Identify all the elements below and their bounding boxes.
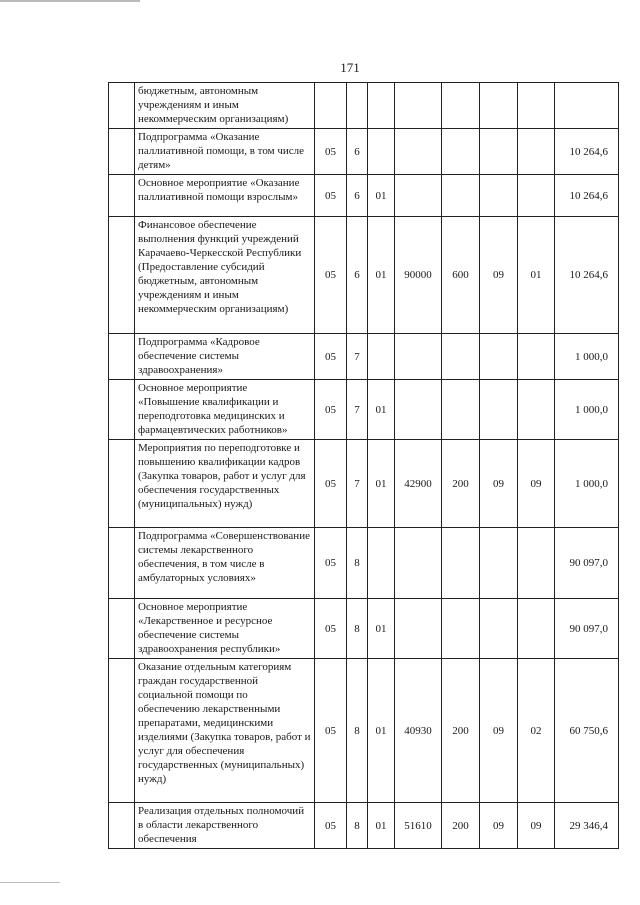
- row-index-cell: [109, 175, 135, 217]
- item-name-cell: Мероприятия по переподготовке и повышению квалификации кадров (Закупка товаров, работ и услуг для обеспечения государственных (муниципальных) нужд): [135, 440, 315, 528]
- subprogram-code-cell: 8: [347, 659, 368, 803]
- section-cell: [480, 528, 518, 599]
- item-name-cell: Подпрограмма «Оказание паллиативной помощи, в том числе детям»: [135, 129, 315, 175]
- activity-code-cell: [368, 83, 395, 129]
- item-name-cell: Финансовое обеспечение выполнения функций учреждений Карачаево-Черкесской Республики (Предоставление субсидий бюджетным, автономным учреждениям и иным некоммерческим организациям): [135, 217, 315, 334]
- expense-type-cell: [442, 175, 480, 217]
- direction-code-cell: 51610: [395, 803, 442, 849]
- activity-code-cell: 01: [368, 803, 395, 849]
- program-code-cell: 05: [315, 380, 347, 440]
- activity-code-cell: 01: [368, 599, 395, 659]
- subsection-cell: [518, 599, 555, 659]
- activity-code-cell: 01: [368, 217, 395, 334]
- program-code-cell: 05: [315, 599, 347, 659]
- amount-cell: 1 000,0: [555, 440, 619, 528]
- item-name-cell: Основное мероприятие «Лекарственное и ресурсное обеспечение системы здравоохранения республики»: [135, 599, 315, 659]
- subprogram-code-cell: 7: [347, 380, 368, 440]
- scan-edge-mark: [0, 882, 60, 883]
- direction-code-cell: [395, 334, 442, 380]
- amount-cell: 90 097,0: [555, 528, 619, 599]
- subprogram-code-cell: 8: [347, 599, 368, 659]
- table-row: [109, 528, 619, 599]
- amount-cell: 10 264,6: [555, 129, 619, 175]
- row-index-cell: [109, 380, 135, 440]
- section-cell: [480, 334, 518, 380]
- subprogram-code-cell: 6: [347, 217, 368, 334]
- program-code-cell: [315, 83, 347, 129]
- amount-cell: 10 264,6: [555, 217, 619, 334]
- amount-cell: 60 750,6: [555, 659, 619, 803]
- row-index-cell: [109, 129, 135, 175]
- subprogram-code-cell: 6: [347, 129, 368, 175]
- subsection-cell: [518, 334, 555, 380]
- subsection-cell: 09: [518, 803, 555, 849]
- direction-code-cell: [395, 528, 442, 599]
- item-name-cell: Реализация отдельных полномочий в области лекарственного обеспечения: [135, 803, 315, 849]
- table-row: [109, 334, 619, 380]
- amount-cell: 29 346,4: [555, 803, 619, 849]
- item-name-cell: Основное мероприятие «Повышение квалификации и переподготовка медицинских и фармацевтических работников»: [135, 380, 315, 440]
- expense-type-cell: 200: [442, 659, 480, 803]
- table-row: [109, 380, 619, 440]
- subprogram-code-cell: [347, 83, 368, 129]
- table-row: [109, 217, 619, 334]
- direction-code-cell: 90000: [395, 217, 442, 334]
- direction-code-cell: [395, 83, 442, 129]
- item-name-cell: Оказание отдельным категориям граждан государственной социальной помощи по обеспечению лекарственными препаратами, медицинскими изделиями (Закупка товаров, работ и услуг для обеспечения государственных (муниципальных) нужд): [135, 659, 315, 803]
- expense-type-cell: 600: [442, 217, 480, 334]
- program-code-cell: 05: [315, 528, 347, 599]
- direction-code-cell: [395, 380, 442, 440]
- page-number: 171: [340, 60, 360, 75]
- activity-code-cell: [368, 334, 395, 380]
- row-index-cell: [109, 803, 135, 849]
- table-row: [109, 175, 619, 217]
- row-index-cell: [109, 217, 135, 334]
- subsection-cell: 01: [518, 217, 555, 334]
- expense-type-cell: 200: [442, 440, 480, 528]
- row-index-cell: [109, 334, 135, 380]
- section-cell: 09: [480, 440, 518, 528]
- direction-code-cell: 40930: [395, 659, 442, 803]
- program-code-cell: 05: [315, 217, 347, 334]
- program-code-cell: 05: [315, 659, 347, 803]
- subsection-cell: [518, 83, 555, 129]
- activity-code-cell: 01: [368, 380, 395, 440]
- amount-cell: 90 097,0: [555, 599, 619, 659]
- table-row: [109, 83, 619, 129]
- program-code-cell: 05: [315, 440, 347, 528]
- program-code-cell: 05: [315, 803, 347, 849]
- table-row: [109, 599, 619, 659]
- direction-code-cell: 42900: [395, 440, 442, 528]
- section-cell: [480, 380, 518, 440]
- subsection-cell: 09: [518, 440, 555, 528]
- scan-edge-mark: [0, 0, 140, 2]
- section-cell: [480, 129, 518, 175]
- program-code-cell: 05: [315, 334, 347, 380]
- amount-cell: 10 264,6: [555, 175, 619, 217]
- expense-type-cell: [442, 129, 480, 175]
- subprogram-code-cell: 8: [347, 803, 368, 849]
- program-code-cell: 05: [315, 129, 347, 175]
- expense-type-cell: [442, 380, 480, 440]
- activity-code-cell: [368, 528, 395, 599]
- direction-code-cell: [395, 129, 442, 175]
- row-index-cell: [109, 440, 135, 528]
- direction-code-cell: [395, 599, 442, 659]
- activity-code-cell: [368, 129, 395, 175]
- subsection-cell: 02: [518, 659, 555, 803]
- direction-code-cell: [395, 175, 442, 217]
- item-name-cell: бюджетным, автономным учреждениям и иным некоммерческим организациям): [135, 83, 315, 129]
- budget-table: [108, 82, 619, 849]
- section-cell: 09: [480, 659, 518, 803]
- activity-code-cell: 01: [368, 659, 395, 803]
- section-cell: 09: [480, 217, 518, 334]
- item-name-cell: Подпрограмма «Совершенствование системы лекарственного обеспечения, в том числе в амбулаторных условиях»: [135, 528, 315, 599]
- expense-type-cell: [442, 334, 480, 380]
- row-index-cell: [109, 83, 135, 129]
- row-index-cell: [109, 528, 135, 599]
- amount-cell: [555, 83, 619, 129]
- amount-cell: 1 000,0: [555, 334, 619, 380]
- subsection-cell: [518, 175, 555, 217]
- table-row: [109, 129, 619, 175]
- table-row: [109, 440, 619, 528]
- amount-cell: 1 000,0: [555, 380, 619, 440]
- section-cell: [480, 175, 518, 217]
- item-name-cell: Подпрограмма «Кадровое обеспечение системы здравоохранения»: [135, 334, 315, 380]
- table-row: [109, 659, 619, 803]
- expense-type-cell: [442, 599, 480, 659]
- item-name-cell: Основное мероприятие «Оказание паллиативной помощи взрослым»: [135, 175, 315, 217]
- subsection-cell: [518, 528, 555, 599]
- row-index-cell: [109, 659, 135, 803]
- expense-type-cell: [442, 528, 480, 599]
- program-code-cell: 05: [315, 175, 347, 217]
- subsection-cell: [518, 380, 555, 440]
- activity-code-cell: 01: [368, 175, 395, 217]
- subprogram-code-cell: 7: [347, 440, 368, 528]
- section-cell: [480, 599, 518, 659]
- row-index-cell: [109, 599, 135, 659]
- subprogram-code-cell: 8: [347, 528, 368, 599]
- section-cell: [480, 83, 518, 129]
- subsection-cell: [518, 129, 555, 175]
- expense-type-cell: [442, 83, 480, 129]
- subprogram-code-cell: 6: [347, 175, 368, 217]
- table-row: [109, 803, 619, 849]
- section-cell: 09: [480, 803, 518, 849]
- subprogram-code-cell: 7: [347, 334, 368, 380]
- activity-code-cell: 01: [368, 440, 395, 528]
- expense-type-cell: 200: [442, 803, 480, 849]
